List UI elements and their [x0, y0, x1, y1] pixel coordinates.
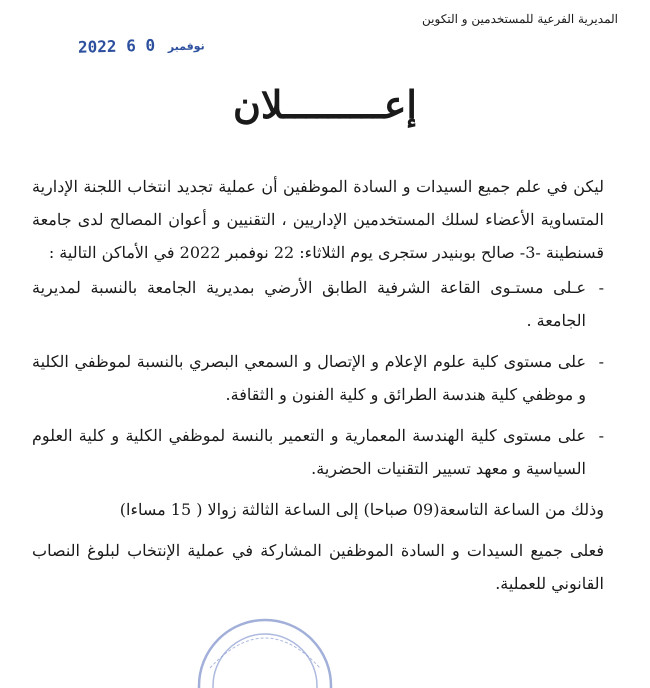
date-stamp-year: 2022 — [77, 36, 117, 57]
intro-paragraph: ليكن في علم جميع السيدات و السادة الموظفين أن عملية تجديد انتخاب اللجنة الإدارية المتساوية الأعضاء لسلك المستخدمين الإداريين ، التقنيين و أعوان المصالح لدى جامعة قسنطينة -3- صالح بوبنيدر ستجرى يوم الثلاثاء: 22 نوفمبر 2022 في الأماكن التالية : — [32, 177, 604, 262]
location-item: - على مستوى كلية الهندسة المعمارية و التعمير بالنسة لموظفي الكلية و كلية العلوم السياسية و معهد تسيير التقنيات الحضرية. — [32, 419, 604, 485]
location-item: - عـلى مستـوى القاعة الشرفية الطابق الأرضي بمديرية الجامعة بالنسبة لمديرية الجامعة . — [32, 271, 604, 337]
date-stamp-month: نوفمبر — [167, 39, 205, 54]
closing-paragraph: فعلى جميع السيدات و السادة الموظفين المشاركة في عملية الإنتخاب لبلوغ النصاب القانوني للعملية. — [32, 541, 604, 593]
location-item: - على مستوى كلية علوم الإعلام و الإتصال و السمعي البصري بالنسبة لموظفي الكلية و موظفي كلية هندسة الطرائق و كلية الفنون و الثقافة. — [32, 345, 604, 411]
announcement-title: إعـــــــــلان — [232, 82, 417, 127]
announcement-body — [32, 170, 604, 600]
locations-list — [32, 271, 604, 485]
date-stamp — [78, 34, 208, 56]
time-paragraph: وذلك من الساعة التاسعة(09 صباحا) إلى الساعة الثالثة زوالا ( 15 مساءا) — [119, 500, 604, 519]
official-seal-icon — [190, 608, 340, 688]
department-header: المديرية الفرعية للمستخدمين و التكوين — [422, 12, 618, 26]
date-stamp-day: 0 6 — [125, 35, 156, 56]
